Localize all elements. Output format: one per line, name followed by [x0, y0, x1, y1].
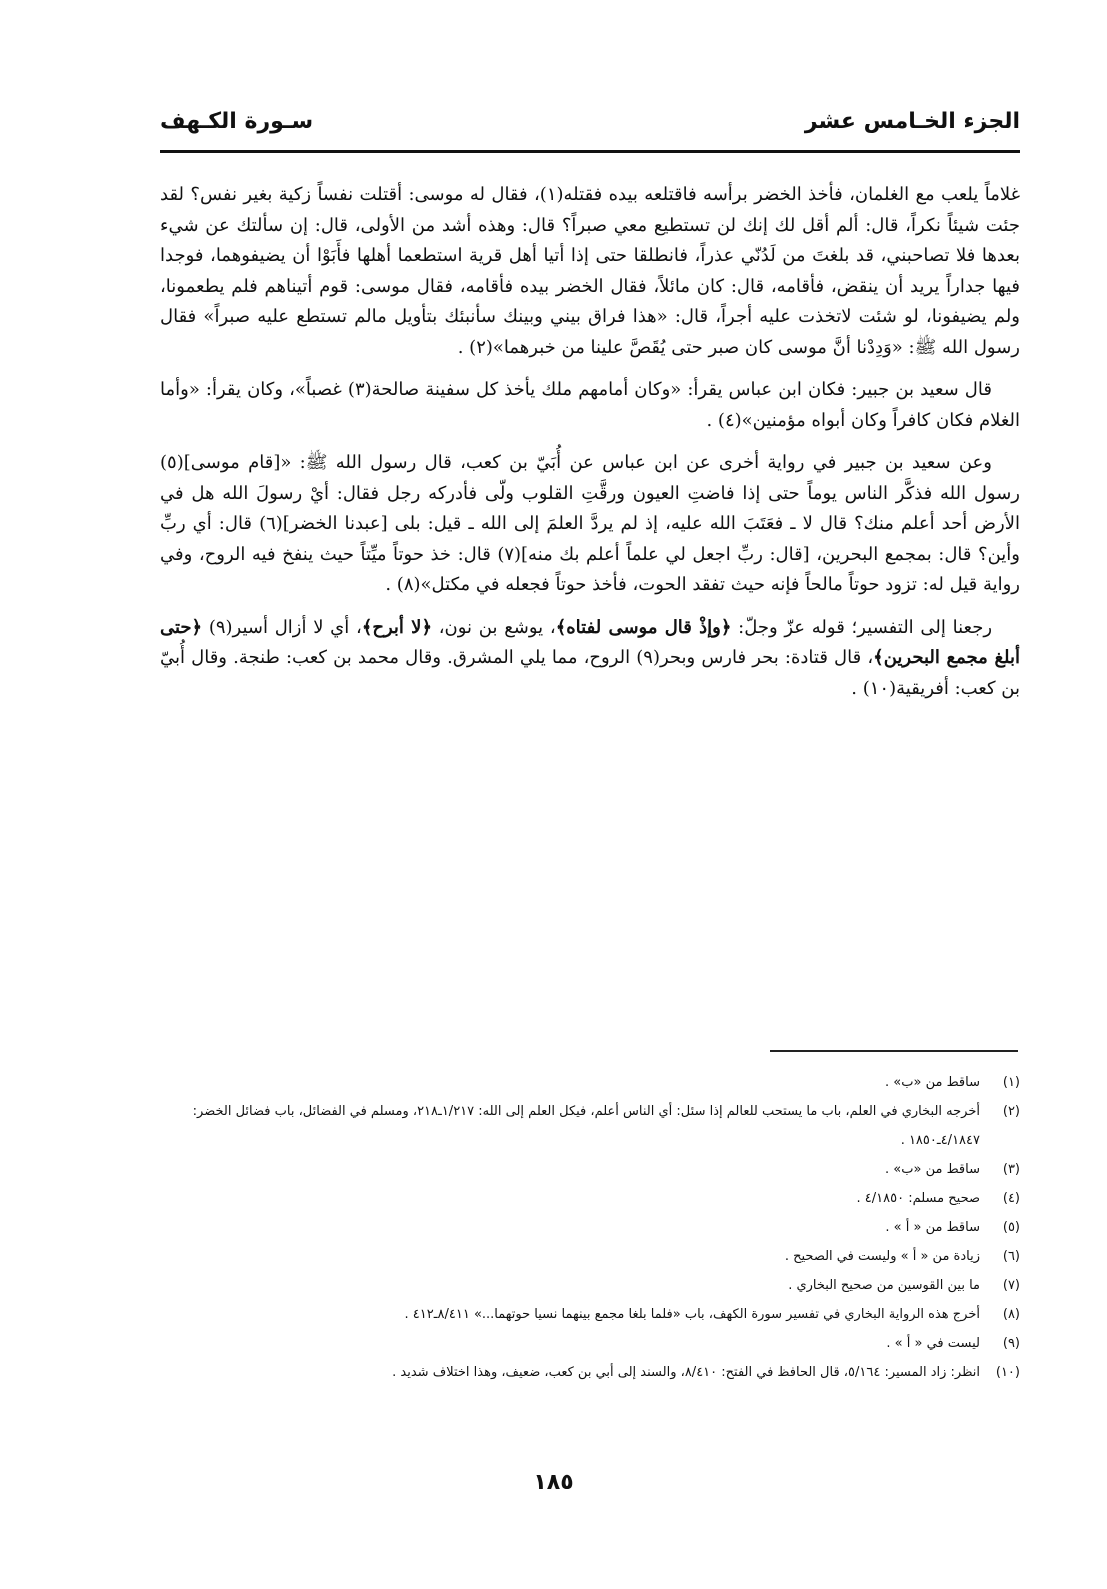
- footnote-text: ساقط من «ب» .: [885, 1075, 980, 1090]
- footnote: [160, 1329, 1020, 1358]
- header-rule: [160, 150, 1020, 153]
- footnote-text: ليست في « أ » .: [886, 1336, 980, 1351]
- footnote-text: انظر: زاد المسير: ٥/١٦٤، قال الحافظ في الفتح: ٨/٤١٠، والسند إلى أبي بن كعب، ضعيف، وهذا اختلاف شديد .: [392, 1365, 980, 1380]
- footnote: [160, 1097, 1020, 1155]
- footnote-number: (٩): [1002, 1336, 1020, 1351]
- footnote: [160, 1068, 1020, 1097]
- footnote-number: (٣): [1002, 1162, 1020, 1177]
- footnote-text: ساقط من «ب» .: [885, 1162, 980, 1177]
- running-header: [160, 96, 1020, 146]
- footnote-number: (١): [1002, 1075, 1020, 1090]
- footnote-rule: [770, 1050, 1018, 1052]
- quran-verse-3: ﴿حتى أبلغ مجمع البحرين﴾: [160, 616, 1020, 668]
- para4-text-1: رجعنا إلى التفسير؛ قوله عزّ وجلّ:: [731, 616, 993, 638]
- footnote: [160, 1358, 1020, 1387]
- footnote-number: (٦): [1002, 1249, 1020, 1264]
- footnote: [160, 1213, 1020, 1242]
- footnote: [160, 1184, 1020, 1213]
- footnote-number: (٤): [1002, 1191, 1020, 1206]
- footnote-number: (٢): [1002, 1104, 1020, 1119]
- footnote-text: صحيح مسلم: ٤/١٨٥٠ .: [856, 1191, 980, 1206]
- para4-text-2: ، يوشع بن نون،: [432, 616, 556, 638]
- quran-verse-1: ﴿وإذْ قال موسى لفتاه﴾: [555, 616, 732, 638]
- part-title: الجزء الخـامس عشر: [804, 108, 1020, 134]
- footnote-text: ساقط من « أ » .: [885, 1220, 980, 1235]
- footnote-number: (٥): [1002, 1220, 1020, 1235]
- para4-text-4: ، قال قتادة: بحر فارس وبحر(٩) الروح، مما يلي المشرق. وقال محمد بن كعب: طنجة. وقال أُبيّ بن كعب: أفريقية(١٠) .: [160, 647, 1020, 699]
- footnote-text: زيادة من « أ » وليست في الصحيح .: [784, 1249, 980, 1264]
- footnote: [160, 1242, 1020, 1271]
- footnote: [160, 1155, 1020, 1184]
- footnote-text: ما بين القوسين من صحيح البخاري .: [788, 1278, 980, 1293]
- paragraph-3: وعن سعيد بن جبير في رواية أخرى عن ابن عباس عن أُبَيّ بن كعب، قال رسول الله ﷺ: «[قام موسى](٥) رسول الله فذكَّر الناس يوماً حتى إذا فاضتِ العيون ورقَّتِ القلوب ولّى فأدركه رجل فقال: أيْ رسولَ الله هل في الأرض أحد أعلم منك؟ قال لا ـ فعَتَبَ الله عليه، إذ لم يردَّ العلمَ إلى الله ـ قيل: بلى [عبدنا الخضر](٦) قال: أي ربِّ وأين؟ قال: بمجمع البحرين، [قال: ربِّ اجعل لي علماً أعلم بك منه](٧) قال: خذ حوتاً ميِّتاً حيث ينفخ فيه الروح، وفي رواية قيل له: تزود حوتاً مالحاً فإنه حيث تفقد الحوت، فأخذ حوتاً فجعله في مكتل»(٨) .: [160, 452, 1020, 595]
- quran-verse-2: ﴿لا أبرح﴾: [361, 616, 432, 638]
- footnote-number: (١٠): [995, 1365, 1020, 1380]
- para4-text-3: ، أي لا أزال أسير(٩): [202, 616, 362, 638]
- footnote: [160, 1300, 1020, 1329]
- paragraph-2: قال سعيد بن جبير: فكان ابن عباس يقرأ: «وكان أمامهم ملك يأخذ كل سفينة صالحة(٣) غصباً»، وكان يقرأ: «وأما الغلام فكان كافراً وكان أبواه مؤمنين»(٤) .: [160, 379, 1020, 431]
- paragraph-1: غلاماً يلعب مع الغلمان، فأخذ الخضر برأسه فاقتلعه بيده فقتله(١)، فقال له موسى: أقتلت نفساً زكية بغير نفس؟ لقد جئت شيئاً نكراً، قال: ألم أقل لك إنك لن تستطيع معي صبراً؟ قال: وهذه أشد من الأولى، قال: إن سألتك عن شيء بعدها فلا تصاحبني، قد بلغتَ من لَدُنّي عذراً، فانطلقا حتى إذا أتيا أهل قرية استطعما أهلها فأَبَوْا أن يضيفوهما، فوجدا فيها جداراً يريد أن ينقض، فأقامه، قال: كان مائلاً، فقال الخضر بيده فأقامه، فقال موسى: قوم أتيناهم فلم يطعمونا، ولم يضيفونا، لو شئت لاتخذت عليه أجراً، قال: «هذا فراق بيني وبينك سأنبئك بتأويل مالم تستطع عليه صبراً» فقال رسول الله ﷺ: «وَدِدْنا أنَّ موسى كان صبر حتى يُقَصَّ علينا من خبرهما»(٢) .: [160, 184, 1020, 358]
- footnotes: [160, 1068, 1020, 1387]
- footnote-number: (٨): [1002, 1307, 1020, 1322]
- footnote-text: أخرج هذه الرواية البخاري في تفسير سورة الكهف، باب «فلما بلغا مجمع بينهما نسيا حوتهما...» ٨/٤١١ـ٤١٢ .: [404, 1307, 980, 1322]
- paragraph-4: [160, 613, 1020, 705]
- main-text: [160, 180, 1020, 716]
- footnote: [160, 1271, 1020, 1300]
- footnote-text: أخرجه البخاري في العلم، باب ما يستحب للعالم إذا سئل: أي الناس أعلم، فيكل العلم إلى الله: ١/٢١٧ـ٢١٨، ومسلم في الفضائل، باب فضائل الخضر: ٤/١٨٤٧ـ١٨٥٠ .: [192, 1104, 980, 1148]
- page-number: ١٨٥: [533, 1470, 574, 1495]
- footnote-number: (٧): [1002, 1278, 1020, 1293]
- surah-title: سـورة الكـهف: [160, 108, 314, 134]
